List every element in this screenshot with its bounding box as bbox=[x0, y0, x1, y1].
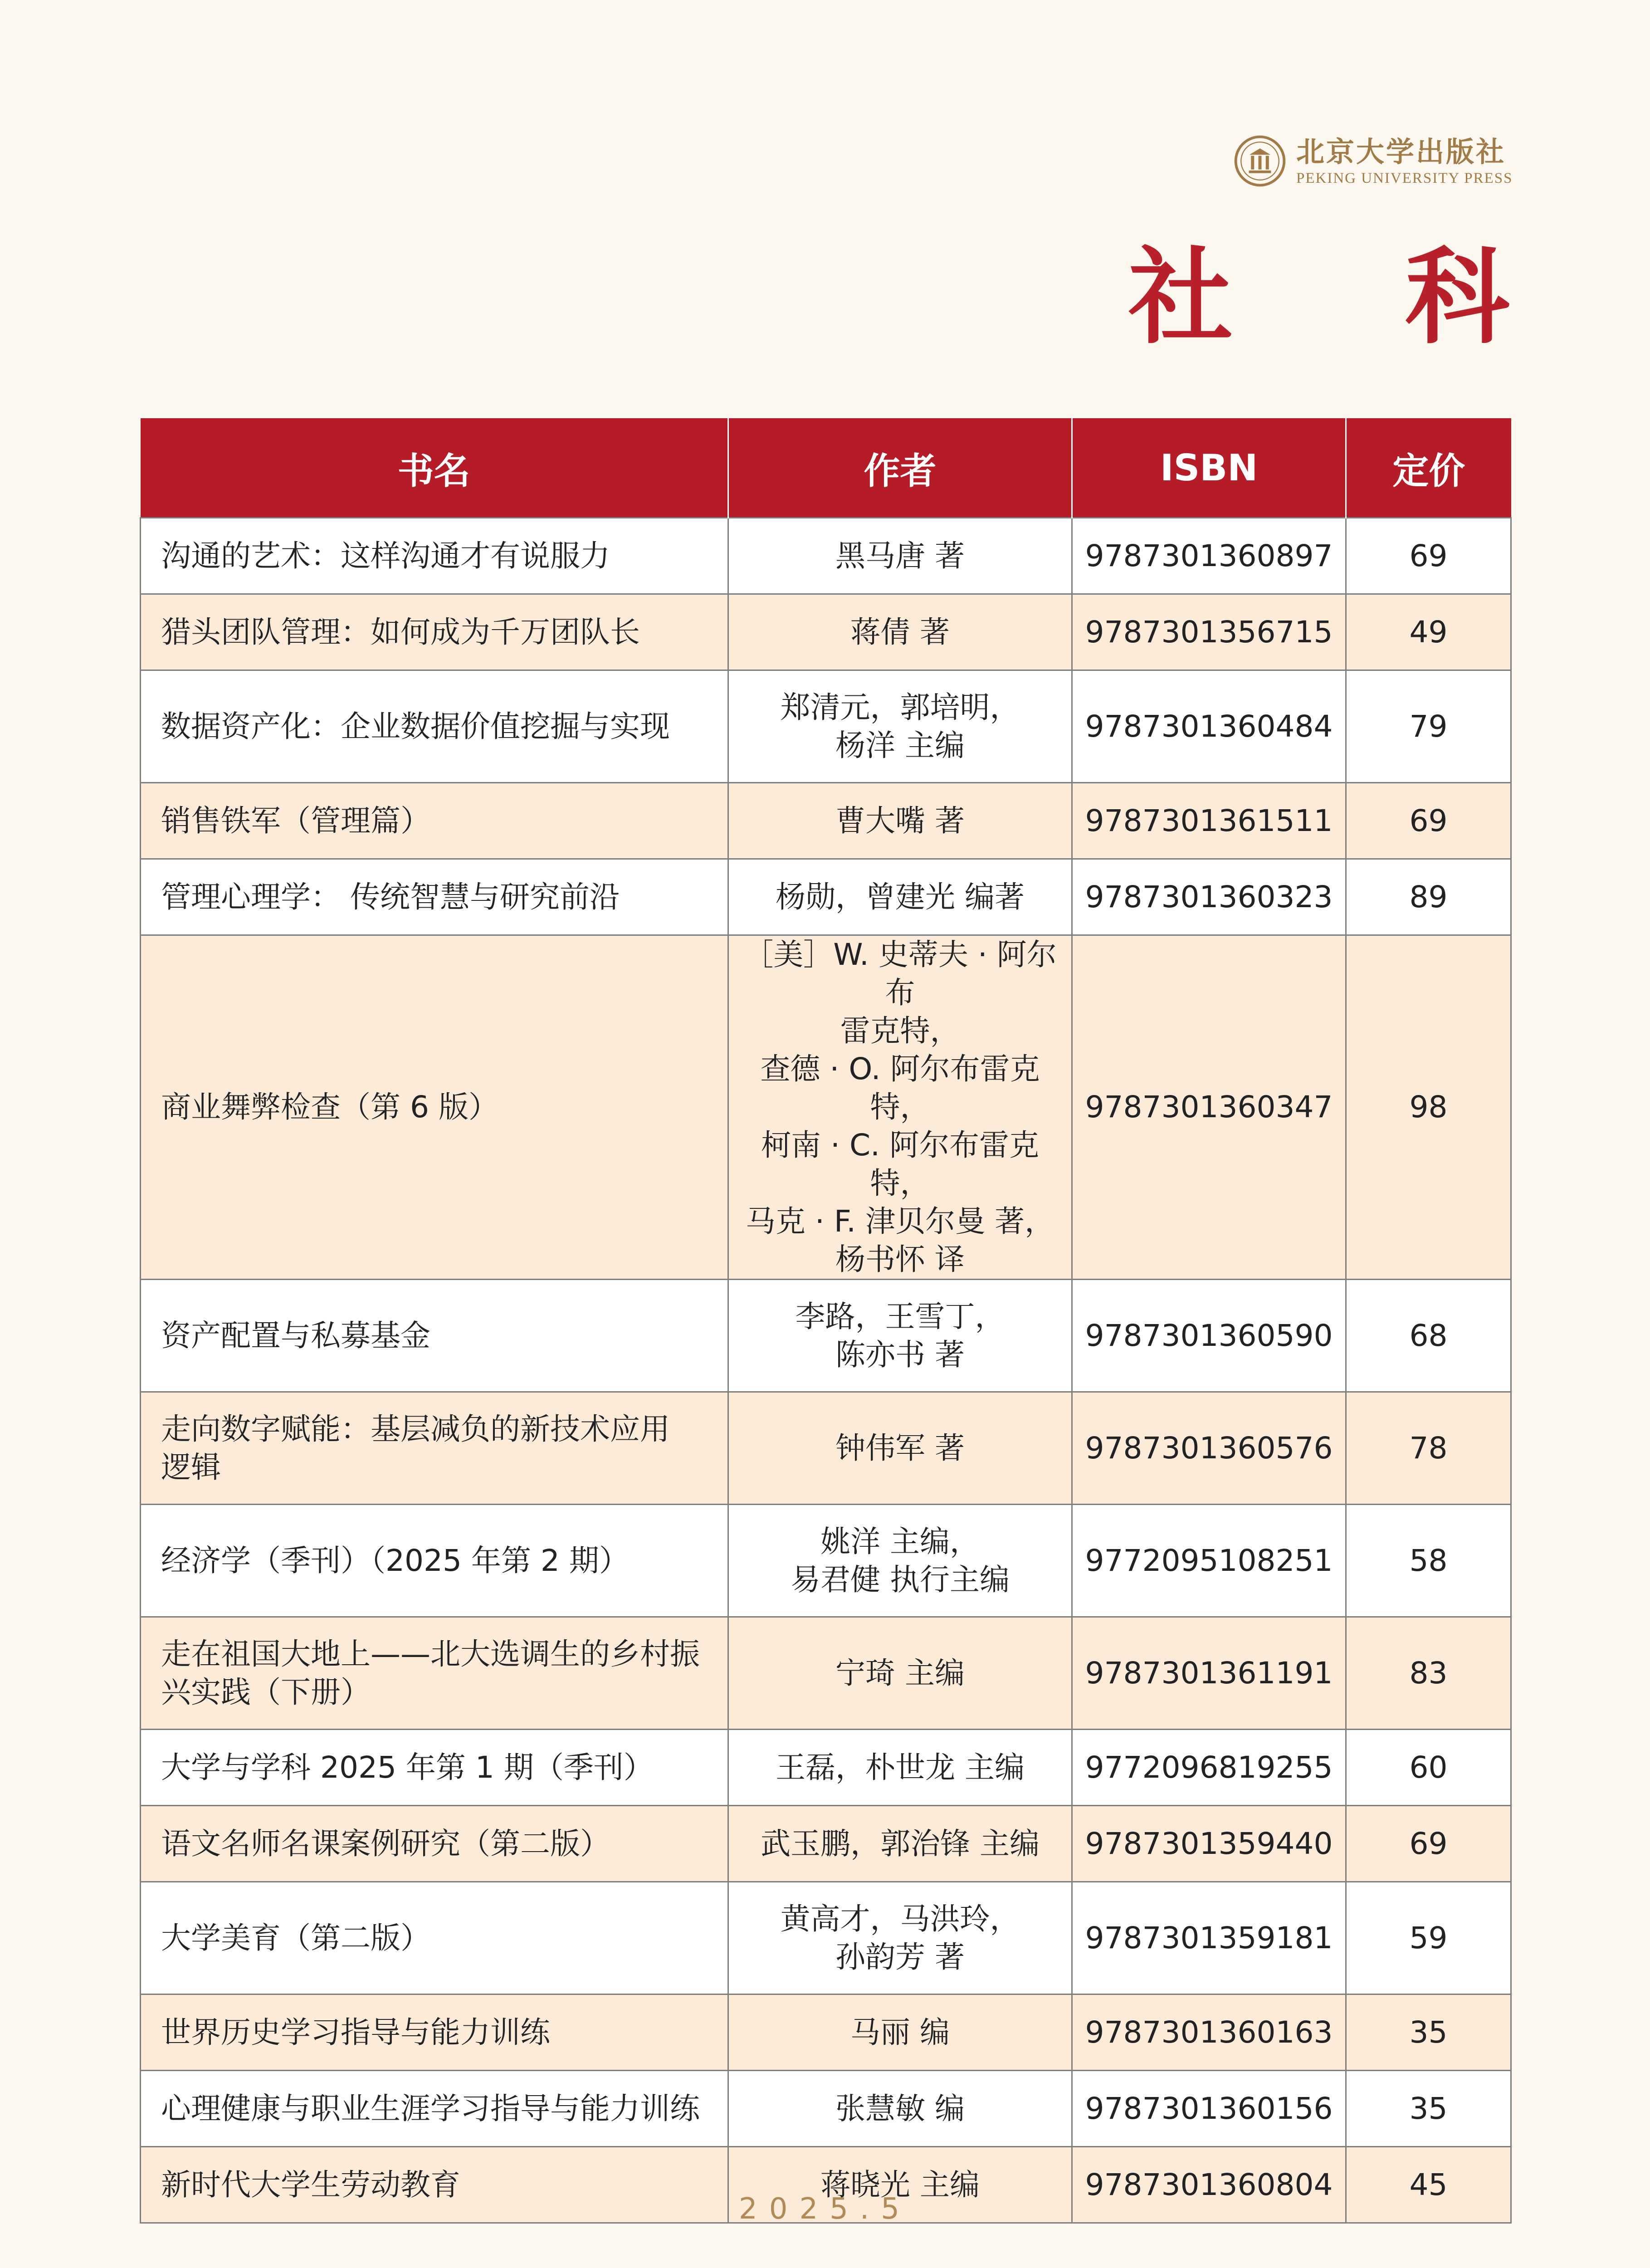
book-title: 商业舞弊检查（第 6 版） bbox=[141, 935, 728, 1280]
pku-seal-icon bbox=[1234, 135, 1286, 187]
book-price: 35 bbox=[1346, 1994, 1511, 2071]
publication-date: 2025.5 bbox=[739, 2192, 911, 2226]
book-title: 沟通的艺术：这样沟通才有说服力 bbox=[141, 518, 728, 594]
book-title: 语文名师名课案例研究（第二版） bbox=[141, 1806, 728, 1882]
table-row bbox=[141, 1882, 1511, 1994]
book-title: 大学与学科 2025 年第 1 期（季刊） bbox=[141, 1730, 728, 1806]
book-title: 猎头团队管理：如何成为千万团队长 bbox=[141, 594, 728, 670]
book-price: 35 bbox=[1346, 2071, 1511, 2147]
book-isbn: 9787301360590 bbox=[1072, 1280, 1346, 1392]
table-row bbox=[141, 1505, 1511, 1617]
book-price: 59 bbox=[1346, 1882, 1511, 1994]
table-row bbox=[141, 2071, 1511, 2147]
publisher-name-en: PEKING UNIVERSITY PRESS bbox=[1296, 170, 1513, 186]
book-isbn: 9787301360484 bbox=[1072, 670, 1346, 783]
book-price: 83 bbox=[1346, 1617, 1511, 1730]
book-isbn: 9787301360156 bbox=[1072, 2071, 1346, 2147]
book-title: 资产配置与私募基金 bbox=[141, 1280, 728, 1392]
book-isbn: 9787301359181 bbox=[1072, 1882, 1346, 1994]
book-author: 武玉鹏，郭治锋 主编 bbox=[728, 1806, 1072, 1882]
book-isbn: 9772095108251 bbox=[1072, 1505, 1346, 1617]
book-author: 黑马唐 著 bbox=[728, 518, 1072, 594]
book-isbn: 9787301360323 bbox=[1072, 859, 1346, 935]
header-price: 定价 bbox=[1346, 418, 1511, 518]
book-title: 心理健康与职业生涯学习指导与能力训练 bbox=[141, 2071, 728, 2147]
book-price: 58 bbox=[1346, 1505, 1511, 1617]
book-isbn: 9787301359440 bbox=[1072, 1806, 1346, 1882]
book-author: 蒋晓光 主编 bbox=[728, 2147, 1072, 2223]
table-row bbox=[141, 1392, 1511, 1505]
table-row bbox=[141, 1617, 1511, 1730]
book-title: 新时代大学生劳动教育 bbox=[141, 2147, 728, 2223]
publisher-name-cn: 北京大学出版社 bbox=[1296, 135, 1506, 168]
book-isbn: 9787301361191 bbox=[1072, 1617, 1346, 1730]
book-author: ［美］W. 史蒂夫 · 阿尔布 雷克特， 查德 · O. 阿尔布雷克特， 柯南 · C. 阿尔布雷克特， 马克 · F. 津贝尔曼 著， 杨书怀 译 bbox=[728, 935, 1072, 1280]
book-author: 姚洋 主编， 易君健 执行主编 bbox=[728, 1505, 1072, 1617]
book-price: 69 bbox=[1346, 518, 1511, 594]
book-price: 60 bbox=[1346, 1730, 1511, 1806]
book-isbn: 9787301360576 bbox=[1072, 1392, 1346, 1505]
book-isbn: 9787301356715 bbox=[1072, 594, 1346, 670]
book-author: 蒋倩 著 bbox=[728, 594, 1072, 670]
book-author: 杨勋，曾建光 编著 bbox=[728, 859, 1072, 935]
book-title: 经济学（季刊）（2025 年第 2 期） bbox=[141, 1505, 728, 1617]
book-author: 黄高才，马洪玲， 孙韵芳 著 bbox=[728, 1882, 1072, 1994]
book-isbn: 9787301360163 bbox=[1072, 1994, 1346, 2071]
book-title: 走向数字赋能：基层减负的新技术应用 逻辑 bbox=[141, 1392, 728, 1505]
book-price: 98 bbox=[1346, 935, 1511, 1280]
book-author: 钟伟军 著 bbox=[728, 1392, 1072, 1505]
section-title: 社 科 bbox=[1128, 236, 1577, 358]
header-isbn: ISBN bbox=[1072, 418, 1346, 518]
book-title: 管理心理学： 传统智慧与研究前沿 bbox=[141, 859, 728, 935]
table-row bbox=[141, 859, 1511, 935]
book-price: 79 bbox=[1346, 670, 1511, 783]
book-price: 49 bbox=[1346, 594, 1511, 670]
book-list-table bbox=[140, 418, 1512, 2224]
book-title: 走在祖国大地上——北大选调生的乡村振 兴实践（下册） bbox=[141, 1617, 728, 1730]
book-title: 数据资产化：企业数据价值挖掘与实现 bbox=[141, 670, 728, 783]
book-isbn: 9787301360347 bbox=[1072, 935, 1346, 1280]
table-row bbox=[141, 670, 1511, 783]
header-title: 书名 bbox=[141, 418, 728, 518]
book-author: 郑清元，郭培明， 杨洋 主编 bbox=[728, 670, 1072, 783]
book-author: 曹大嘴 著 bbox=[728, 783, 1072, 859]
book-author: 宁琦 主编 bbox=[728, 1617, 1072, 1730]
book-price: 69 bbox=[1346, 1806, 1511, 1882]
book-author: 张慧敏 编 bbox=[728, 2071, 1072, 2147]
book-title: 世界历史学习指导与能力训练 bbox=[141, 1994, 728, 2071]
book-isbn: 9787301361511 bbox=[1072, 783, 1346, 859]
book-price: 89 bbox=[1346, 859, 1511, 935]
table-row bbox=[141, 935, 1511, 1280]
table-row bbox=[141, 783, 1511, 859]
table-row bbox=[141, 1994, 1511, 2071]
publisher-logo bbox=[1234, 132, 1515, 191]
header-author: 作者 bbox=[728, 418, 1072, 518]
book-isbn: 9772096819255 bbox=[1072, 1730, 1346, 1806]
table-header-row bbox=[141, 418, 1511, 518]
book-title: 销售铁军（管理篇） bbox=[141, 783, 728, 859]
table-row bbox=[141, 594, 1511, 670]
table-row bbox=[141, 1730, 1511, 1806]
table-row bbox=[141, 518, 1511, 594]
book-author: 王磊，朴世龙 主编 bbox=[728, 1730, 1072, 1806]
book-price: 45 bbox=[1346, 2147, 1511, 2223]
book-price: 68 bbox=[1346, 1280, 1511, 1392]
table-row bbox=[141, 1280, 1511, 1392]
book-isbn: 9787301360804 bbox=[1072, 2147, 1346, 2223]
book-title: 大学美育（第二版） bbox=[141, 1882, 728, 1994]
book-author: 马丽 编 bbox=[728, 1994, 1072, 2071]
table-row bbox=[141, 1806, 1511, 1882]
book-isbn: 9787301360897 bbox=[1072, 518, 1346, 594]
book-price: 69 bbox=[1346, 783, 1511, 859]
book-author: 李路，王雪丁， 陈亦书 著 bbox=[728, 1280, 1072, 1392]
book-price: 78 bbox=[1346, 1392, 1511, 1505]
